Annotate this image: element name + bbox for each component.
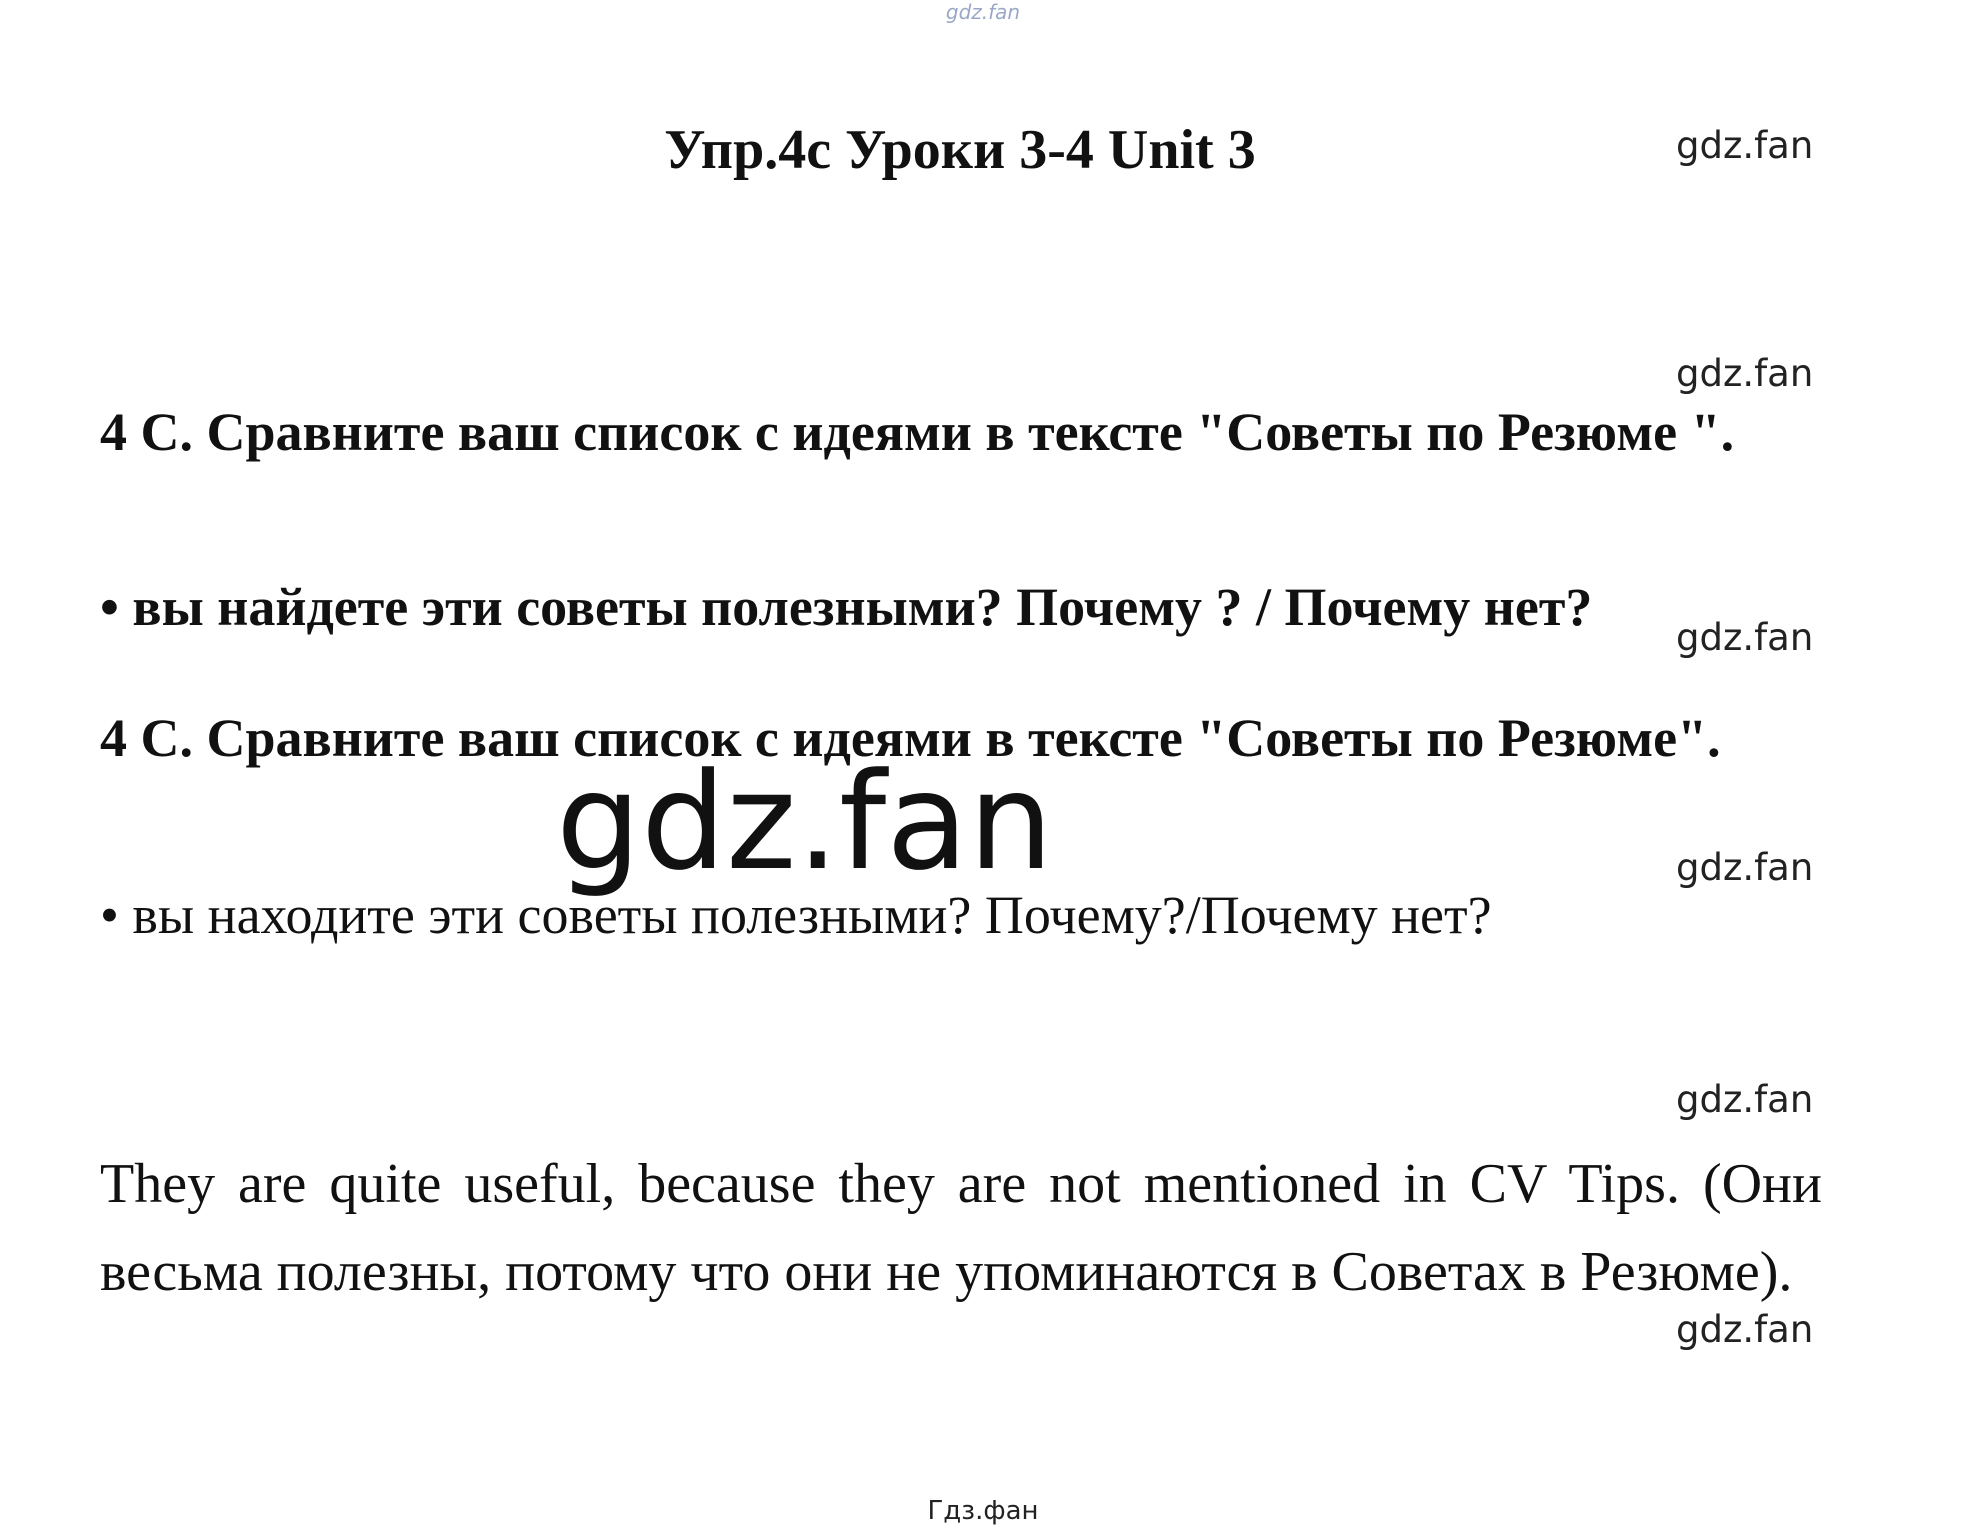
answer-text: They are quite useful, because they are not mentioned in CV Tips. (Они весьма полезны, потому что они не упоминаются в Советах в Резюме). <box>100 1153 1822 1303</box>
side-watermark: gdz.fan <box>1676 1308 1814 1351</box>
task-heading-first: 4 С. Сравните ваш список с идеями в тексте "Советы по Резюме ". <box>100 402 1735 462</box>
page-title: Упр.4с Уроки 3-4 Unit 3 <box>664 119 1256 181</box>
top-watermark: gdz.fan <box>945 0 1021 24</box>
footer-watermark: Гдз.фан <box>927 1496 1039 1526</box>
side-watermark: gdz.fan <box>1676 124 1814 167</box>
side-watermark: gdz.fan <box>1676 616 1814 659</box>
side-watermark: gdz.fan <box>1676 846 1814 889</box>
task-heading-second: 4 С. Сравните ваш список с идеями в тексте "Советы по Резюме". <box>100 708 1721 768</box>
side-watermark: gdz.fan <box>1676 1078 1814 1121</box>
task-question-first: • вы найдете эти советы полезными? Почему ? / Почему нет? <box>100 577 1593 637</box>
side-watermark: gdz.fan <box>1676 352 1814 395</box>
task-question-second: • вы находите эти советы полезными? Почему?/Почему нет? <box>100 885 1492 945</box>
large-watermark: gdz.fan <box>556 744 1054 900</box>
